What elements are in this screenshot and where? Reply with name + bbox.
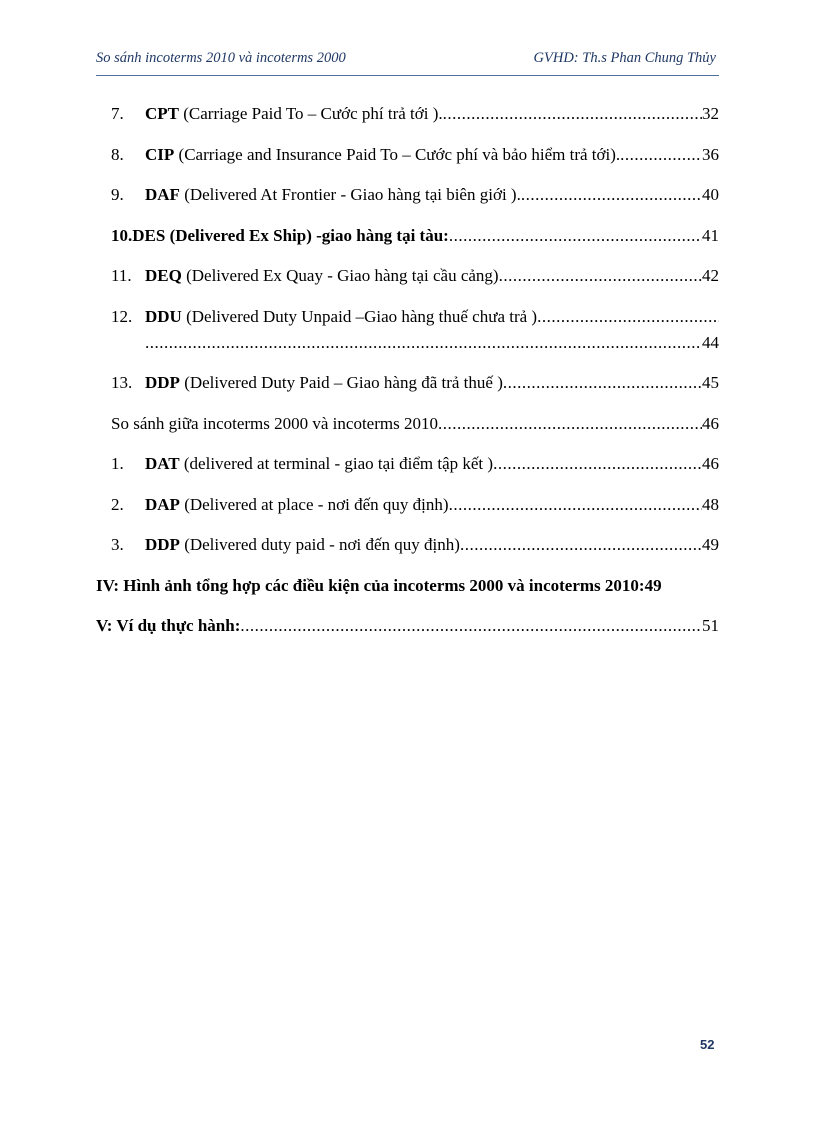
toc-entry-text: V: Ví dụ thực hành:: [96, 616, 241, 635]
toc-entry-page: 41: [702, 226, 719, 245]
toc-leader-dots: [438, 414, 702, 434]
toc-entry-term: DAF: [145, 185, 180, 204]
toc-entry-text: So sánh giữa incoterms 2000 và incoterms 2010: [111, 414, 438, 433]
toc-entry-term: DDU: [145, 307, 182, 326]
toc-entry-page: 42: [702, 266, 719, 285]
toc-entry-term: DAT: [145, 454, 180, 473]
toc-entry-page: 32: [702, 104, 719, 123]
toc-leader-dots: [449, 495, 702, 515]
toc-leader-dots: [620, 145, 702, 165]
toc-leader-dots: [240, 616, 702, 636]
toc-entry-text: (Carriage and Insurance Paid To – Cước phí và bảo hiểm trả tới).: [178, 145, 621, 164]
toc-entry-term: CIP: [145, 145, 175, 164]
toc-entry-ddp-2010[interactable]: [111, 535, 719, 559]
toc-entry-term: DEQ: [145, 266, 182, 285]
toc-entry-number: 11.: [111, 266, 132, 285]
toc-entry-page: 46: [702, 414, 719, 433]
header-divider: [96, 75, 719, 76]
toc-entry-term: DAP: [145, 495, 180, 514]
toc-entry-cpt[interactable]: [111, 104, 719, 128]
toc-entry-number: 13.: [111, 373, 133, 392]
toc-entry-page: 36: [702, 145, 719, 164]
toc-entry-dat[interactable]: [111, 454, 719, 478]
toc-entry-ddu-continuation[interactable]: [145, 333, 719, 357]
toc-entry-number: 8.: [111, 145, 124, 164]
toc-entry-page: 51: [702, 616, 719, 635]
toc-entry-text: (Delivered Ex Quay - Giao hàng tại cầu cảng): [186, 266, 499, 285]
toc-entry-page: 45: [702, 373, 719, 392]
toc-entry-comparison[interactable]: [111, 414, 719, 438]
toc-entry-page: 49: [702, 535, 719, 554]
toc-leader-dots: [499, 266, 702, 286]
toc-leader-dots: [145, 333, 702, 353]
toc-entry-daf[interactable]: [111, 185, 719, 209]
toc-entry-text: -giao hàng tại tàu:: [316, 226, 449, 245]
toc-entry-term: DDP: [145, 373, 180, 392]
toc-entry-text: (Delivered Duty Unpaid –Giao hàng thuế chưa trả ): [186, 307, 538, 326]
toc-entry-dap[interactable]: [111, 495, 719, 519]
toc-entry-number: 12.: [111, 307, 133, 326]
toc-entry-page: 40: [702, 185, 719, 204]
toc-entry-page: 44: [702, 333, 719, 352]
toc-leader-dots: [521, 185, 702, 205]
toc-entry-number: 1.: [111, 454, 124, 473]
toc-entry-text: (Carriage Paid To – Cước phí trả tới ).: [183, 104, 443, 123]
toc-leader-dots: [537, 307, 719, 327]
toc-entry-page: 49: [644, 576, 662, 595]
page-number: 52: [700, 1037, 715, 1052]
toc-leader-dots: [493, 454, 702, 474]
toc-leader-dots: [503, 373, 702, 393]
toc-leader-dots: [449, 226, 702, 246]
toc-section-v[interactable]: [96, 616, 719, 640]
toc-entry-text: IV: Hình ảnh tổng hợp các điều kiện của incoterms 2000 và incoterms 2010:: [96, 576, 645, 595]
toc-entry-des[interactable]: [111, 226, 719, 250]
toc-entry-text: (Delivered At Frontier - Giao hàng tại biên giới ).: [184, 185, 521, 204]
toc-leader-dots: [443, 104, 702, 124]
toc-leader-dots: [460, 535, 702, 555]
toc-entry-deq[interactable]: [111, 266, 719, 290]
toc-entry-number: 3.: [111, 535, 124, 554]
toc-entry-cip[interactable]: [111, 145, 719, 169]
toc-entry-text: (Delivered Duty Paid – Giao hàng đã trả thuế ): [184, 373, 503, 392]
toc-entry-ddp[interactable]: [111, 373, 719, 397]
toc-entry-number: 2.: [111, 495, 124, 514]
toc-section-iv[interactable]: [96, 576, 719, 600]
toc-entry-text: (Delivered at place - nơi đến quy định): [184, 495, 449, 514]
toc-entry-term: CPT: [145, 104, 179, 123]
toc-entry-text: (delivered at terminal - giao tại điểm tập kết ): [183, 454, 494, 473]
toc-entry-ddu[interactable]: [111, 307, 719, 331]
toc-entry-term: DDP: [145, 535, 180, 554]
header-supervisor: GVHD: Th.s Phan Chung Thủy: [533, 50, 716, 66]
toc-entry-term: 10.DES (Delivered Ex Ship): [111, 226, 312, 245]
toc-entry-number: 9.: [111, 185, 124, 204]
header-document-title: So sánh incoterms 2010 và incoterms 2000: [96, 50, 346, 66]
page-header: [96, 50, 716, 72]
toc-entry-number: 7.: [111, 104, 124, 123]
toc-entry-text: (Delivered duty paid - nơi đến quy định): [184, 535, 460, 554]
toc-entry-page: 46: [702, 454, 719, 473]
toc-entry-page: 48: [702, 495, 719, 514]
